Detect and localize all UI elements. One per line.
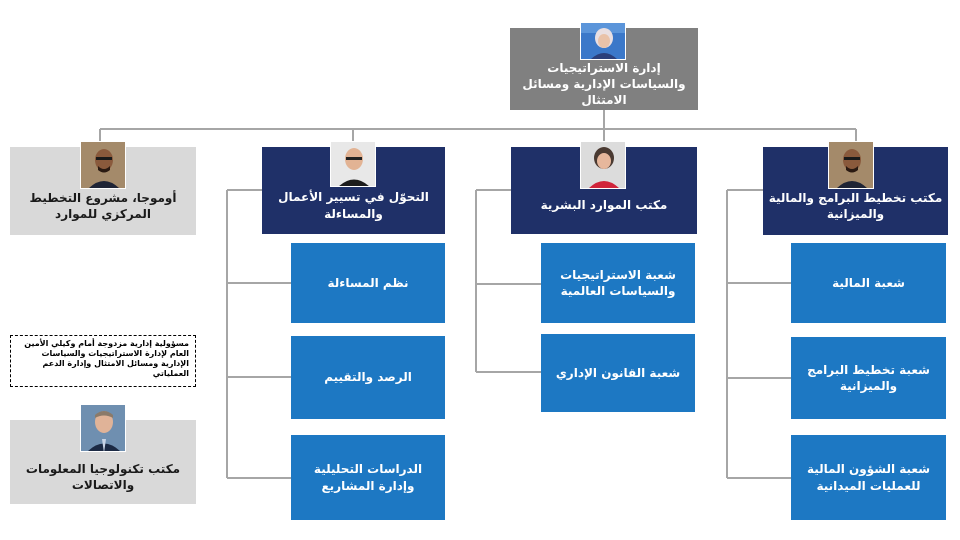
unit-label: شعبة تخطيط البرامج والميزانية (807, 362, 930, 393)
man-bald-photo (330, 141, 376, 187)
unit-label: شعبة الشؤون المالية للعمليات الميدانية (806, 462, 930, 493)
unit-global-strategy-policy (541, 243, 695, 323)
unit-label: شعبة الاستراتيجيات والسياسات العالمية (560, 267, 676, 298)
business-transformation-title: التحوّل في تسيير الأعمال والمساءلة (278, 190, 429, 221)
ict-office-title: مكتب تكنولوجيا المعلومات والاتصالات (25, 461, 181, 492)
unit-administrative-law (541, 334, 695, 412)
woman-portrait-photo (580, 22, 626, 60)
hr-office-title: مكتب الموارد البشرية (540, 198, 668, 213)
dual-reporting-text: مسؤولية إدارية مزدوجة أمام وكيلي الأمين العام لإدارة الاستراتيجيات والسياسات الإدارية ومسائل الامتثال وإدارة الدعم العملياتي (24, 339, 189, 378)
woman-red-jacket-photo (580, 141, 626, 189)
umoja-title: أوموجا، مشروع التخطيط المركزي للموارد (29, 190, 177, 221)
unit-label: شعبة القانون الإداري (555, 365, 681, 380)
unit-finance (791, 243, 946, 323)
unit-program-planning-budget (791, 337, 946, 419)
umoja-man-glasses-photo (80, 141, 126, 189)
unit-monitoring-evaluation (291, 336, 445, 419)
man-glasses-photo (828, 141, 874, 189)
man-suit-photo (80, 404, 126, 452)
dual-reporting-note (10, 335, 196, 387)
unit-label: نظم المساءلة (327, 275, 409, 290)
unit-label: الرصد والتقييم (324, 370, 412, 385)
unit-field-operations-finance (791, 435, 946, 520)
finance-office-title: مكتب تخطيط البرامج والمالية والميزانية (768, 190, 943, 221)
top-department-title: إدارة الاستراتيجيات والسياسات الإدارية ومسائل الامتثال (522, 60, 686, 108)
unit-accountability-systems (291, 243, 445, 323)
unit-label: الدراسات التحليلية وإدارة المشاريع (313, 462, 423, 493)
unit-analytics-project-management (291, 435, 445, 520)
unit-label: شعبة المالية (832, 275, 905, 290)
